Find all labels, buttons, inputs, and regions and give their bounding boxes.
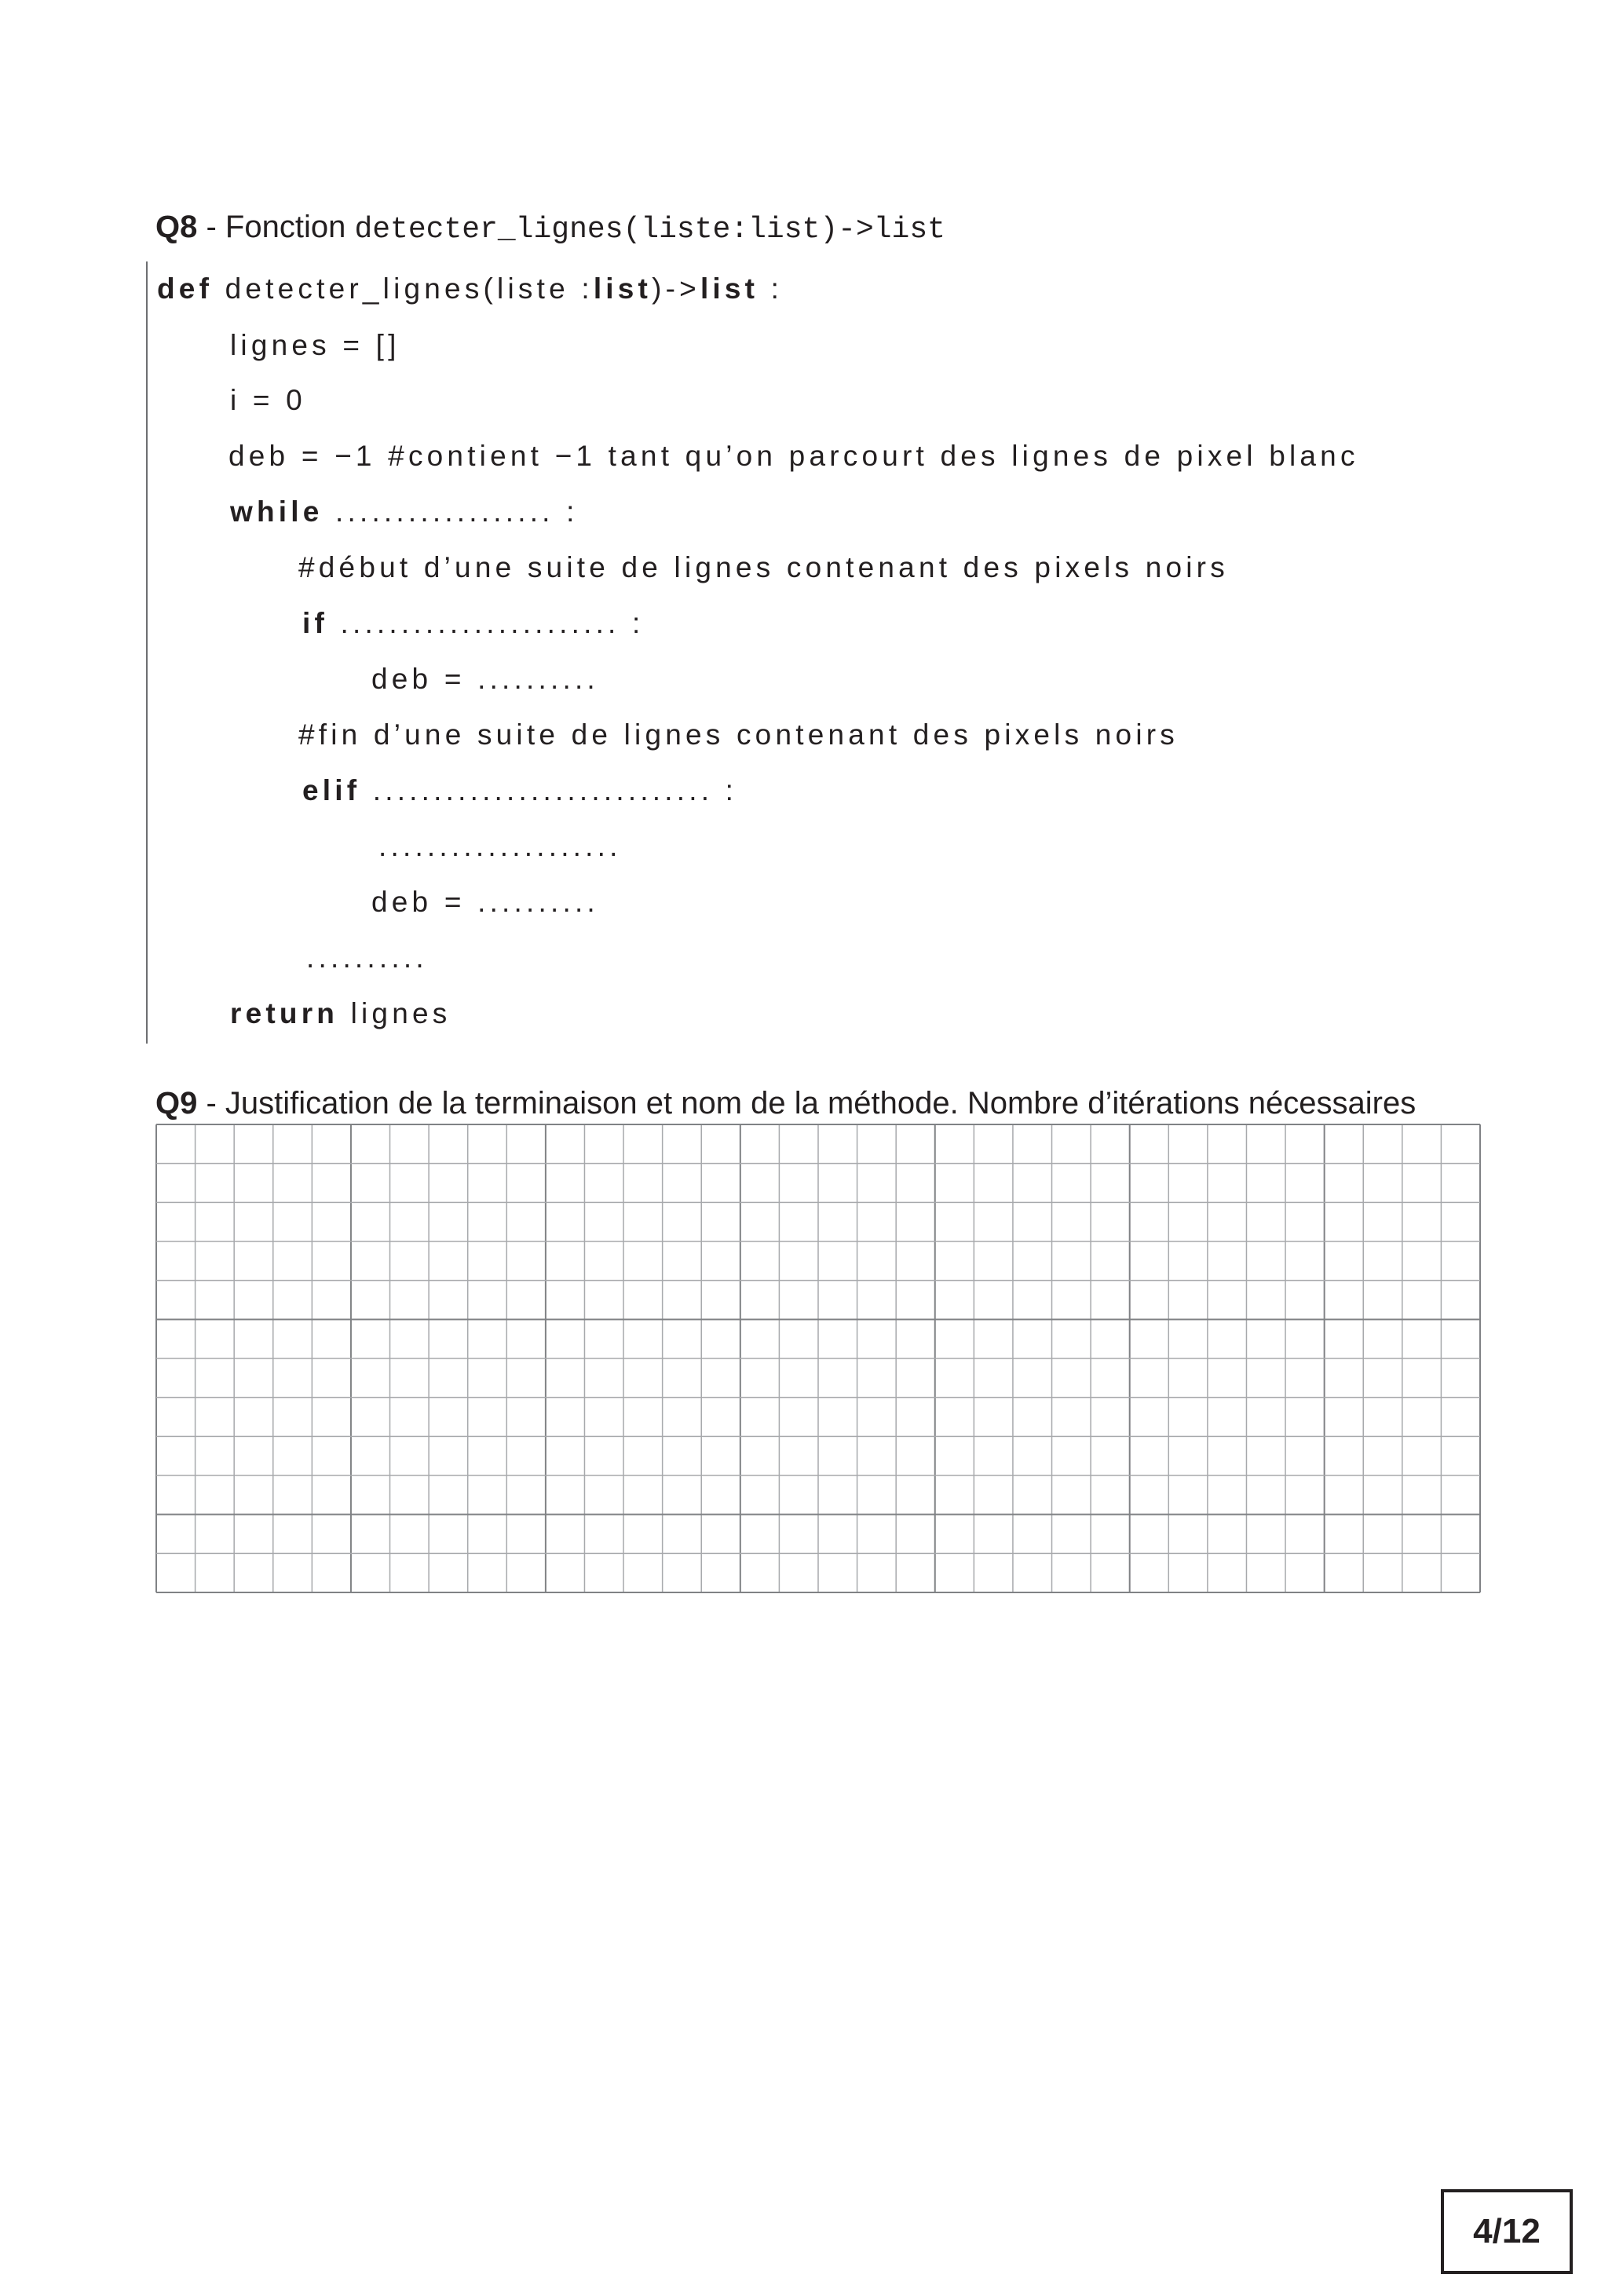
elif-blank[interactable]: ............................ : xyxy=(360,774,738,806)
while-blank[interactable]: .................. : xyxy=(323,495,579,528)
code-line-lignes-init: lignes = [] xyxy=(230,329,400,361)
code-comment-fin: #fin d’une suite de lignes contenant des pixels noirs xyxy=(298,718,1179,751)
code-def-colon: : xyxy=(758,272,784,305)
code-line-deb-assign-1[interactable]: deb = .......... xyxy=(371,663,599,695)
keyword-list-return: list xyxy=(700,272,759,305)
code-line-blank-statement[interactable]: .................... xyxy=(378,830,622,862)
code-line-elif xyxy=(302,773,737,808)
code-line-deb-assign-2[interactable]: deb = .......... xyxy=(371,886,599,918)
page-number: 4/12 xyxy=(1473,2212,1541,2250)
keyword-return: return xyxy=(230,997,339,1029)
code-block-rule xyxy=(146,261,148,1044)
if-blank[interactable]: ....................... : xyxy=(328,607,645,639)
question-8-title: Fonction xyxy=(225,210,355,244)
code-line-deb-init: deb = −1 #contient −1 tant qu’on parcourt des lignes de pixel blanc xyxy=(228,440,1359,472)
code-line-blank-increment[interactable]: .......... xyxy=(306,941,428,974)
answer-grid[interactable] xyxy=(155,1124,1481,1593)
code-comment-debut: #début d’une suite de lignes contenant des pixels noirs xyxy=(298,551,1229,583)
code-line-return xyxy=(230,996,451,1031)
question-8-label: Q8 xyxy=(155,210,198,244)
question-8-signature: detecter_lignes(liste:list)->list xyxy=(354,213,945,247)
keyword-def: def xyxy=(157,272,214,305)
question-9-label: Q9 xyxy=(155,1086,198,1121)
question-8-heading xyxy=(155,208,945,249)
question-9-separator: - xyxy=(197,1086,225,1121)
code-return-value: lignes xyxy=(338,997,451,1029)
code-line-def xyxy=(157,272,783,306)
code-line-while xyxy=(230,495,579,529)
keyword-elif: elif xyxy=(302,774,361,806)
code-line-i-init: i = 0 xyxy=(230,384,306,416)
code-line-if xyxy=(302,606,645,641)
keyword-list-param: list xyxy=(593,272,652,305)
question-9-heading xyxy=(155,1084,1416,1122)
keyword-while: while xyxy=(230,495,324,528)
page-number-box xyxy=(1441,2189,1573,2274)
keyword-if: if xyxy=(302,607,329,639)
question-9-title: Justification de la terminaison et nom de la méthode. Nombre d’itérations nécessaires xyxy=(225,1086,1416,1121)
question-8-separator: - xyxy=(197,210,225,244)
code-def-arrow: )-> xyxy=(652,272,700,305)
code-def-text: detecter_lignes(liste : xyxy=(213,272,594,305)
